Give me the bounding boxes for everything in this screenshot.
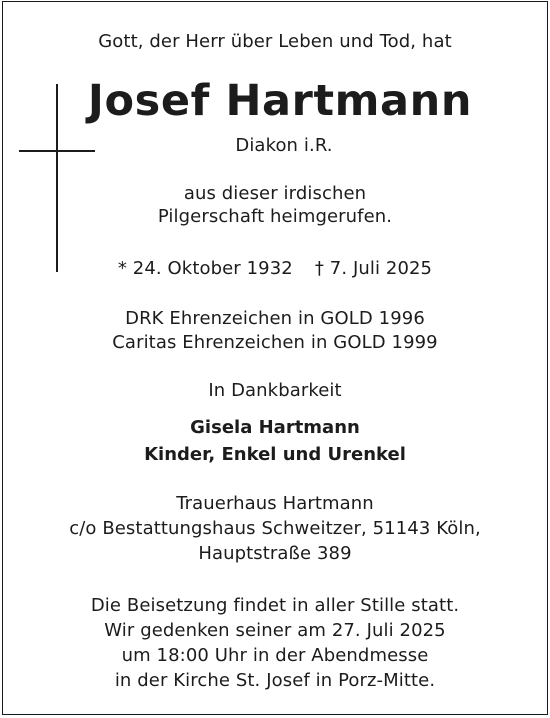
life-dates [3, 257, 547, 281]
intro-text: Gott, der Herr über Leben und Tod, hat [98, 31, 452, 52]
service-line-2: Wir gedenken seiner am 27. Juli 2025 [104, 620, 446, 641]
service-line-3: um 18:00 Uhr in der Abendmesse [121, 645, 429, 666]
honor-line-2: Caritas Ehrenzeichen in GOLD 1999 [112, 332, 438, 353]
service-line-1: Die Beisetzung findet in aller Stille statt. [90, 595, 460, 616]
deceased-title: Diakon i.R. [235, 135, 333, 156]
mourning-house-line-1: Trauerhaus Hartmann [176, 493, 374, 514]
mourner-line-2: Kinder, Enkel und Urenkel [144, 444, 406, 465]
statement-line-2: Pilgerschaft heimgerufen. [157, 206, 393, 227]
service-line-4: in der Kirche St. Josef in Porz-Mitte. [114, 670, 436, 691]
statement-line-1: aus dieser irdischen [183, 183, 367, 204]
deceased-name: Josef Hartmann [87, 76, 473, 126]
gratitude-text: In Dankbarkeit [208, 380, 342, 401]
mourning-house-line-3: Hauptstraße 389 [198, 543, 352, 564]
birth-date: * 24. Oktober 1932 [117, 258, 293, 279]
death-date: † 7. Juli 2025 [314, 258, 433, 279]
honor-line-1: DRK Ehrenzeichen in GOLD 1996 [125, 308, 425, 329]
mourner-line-1: Gisela Hartmann [190, 417, 360, 438]
mourning-house-line-2: c/o Bestattungshaus Schweitzer, 51143 Köln, [69, 518, 481, 539]
obituary-notice [2, 1, 548, 715]
